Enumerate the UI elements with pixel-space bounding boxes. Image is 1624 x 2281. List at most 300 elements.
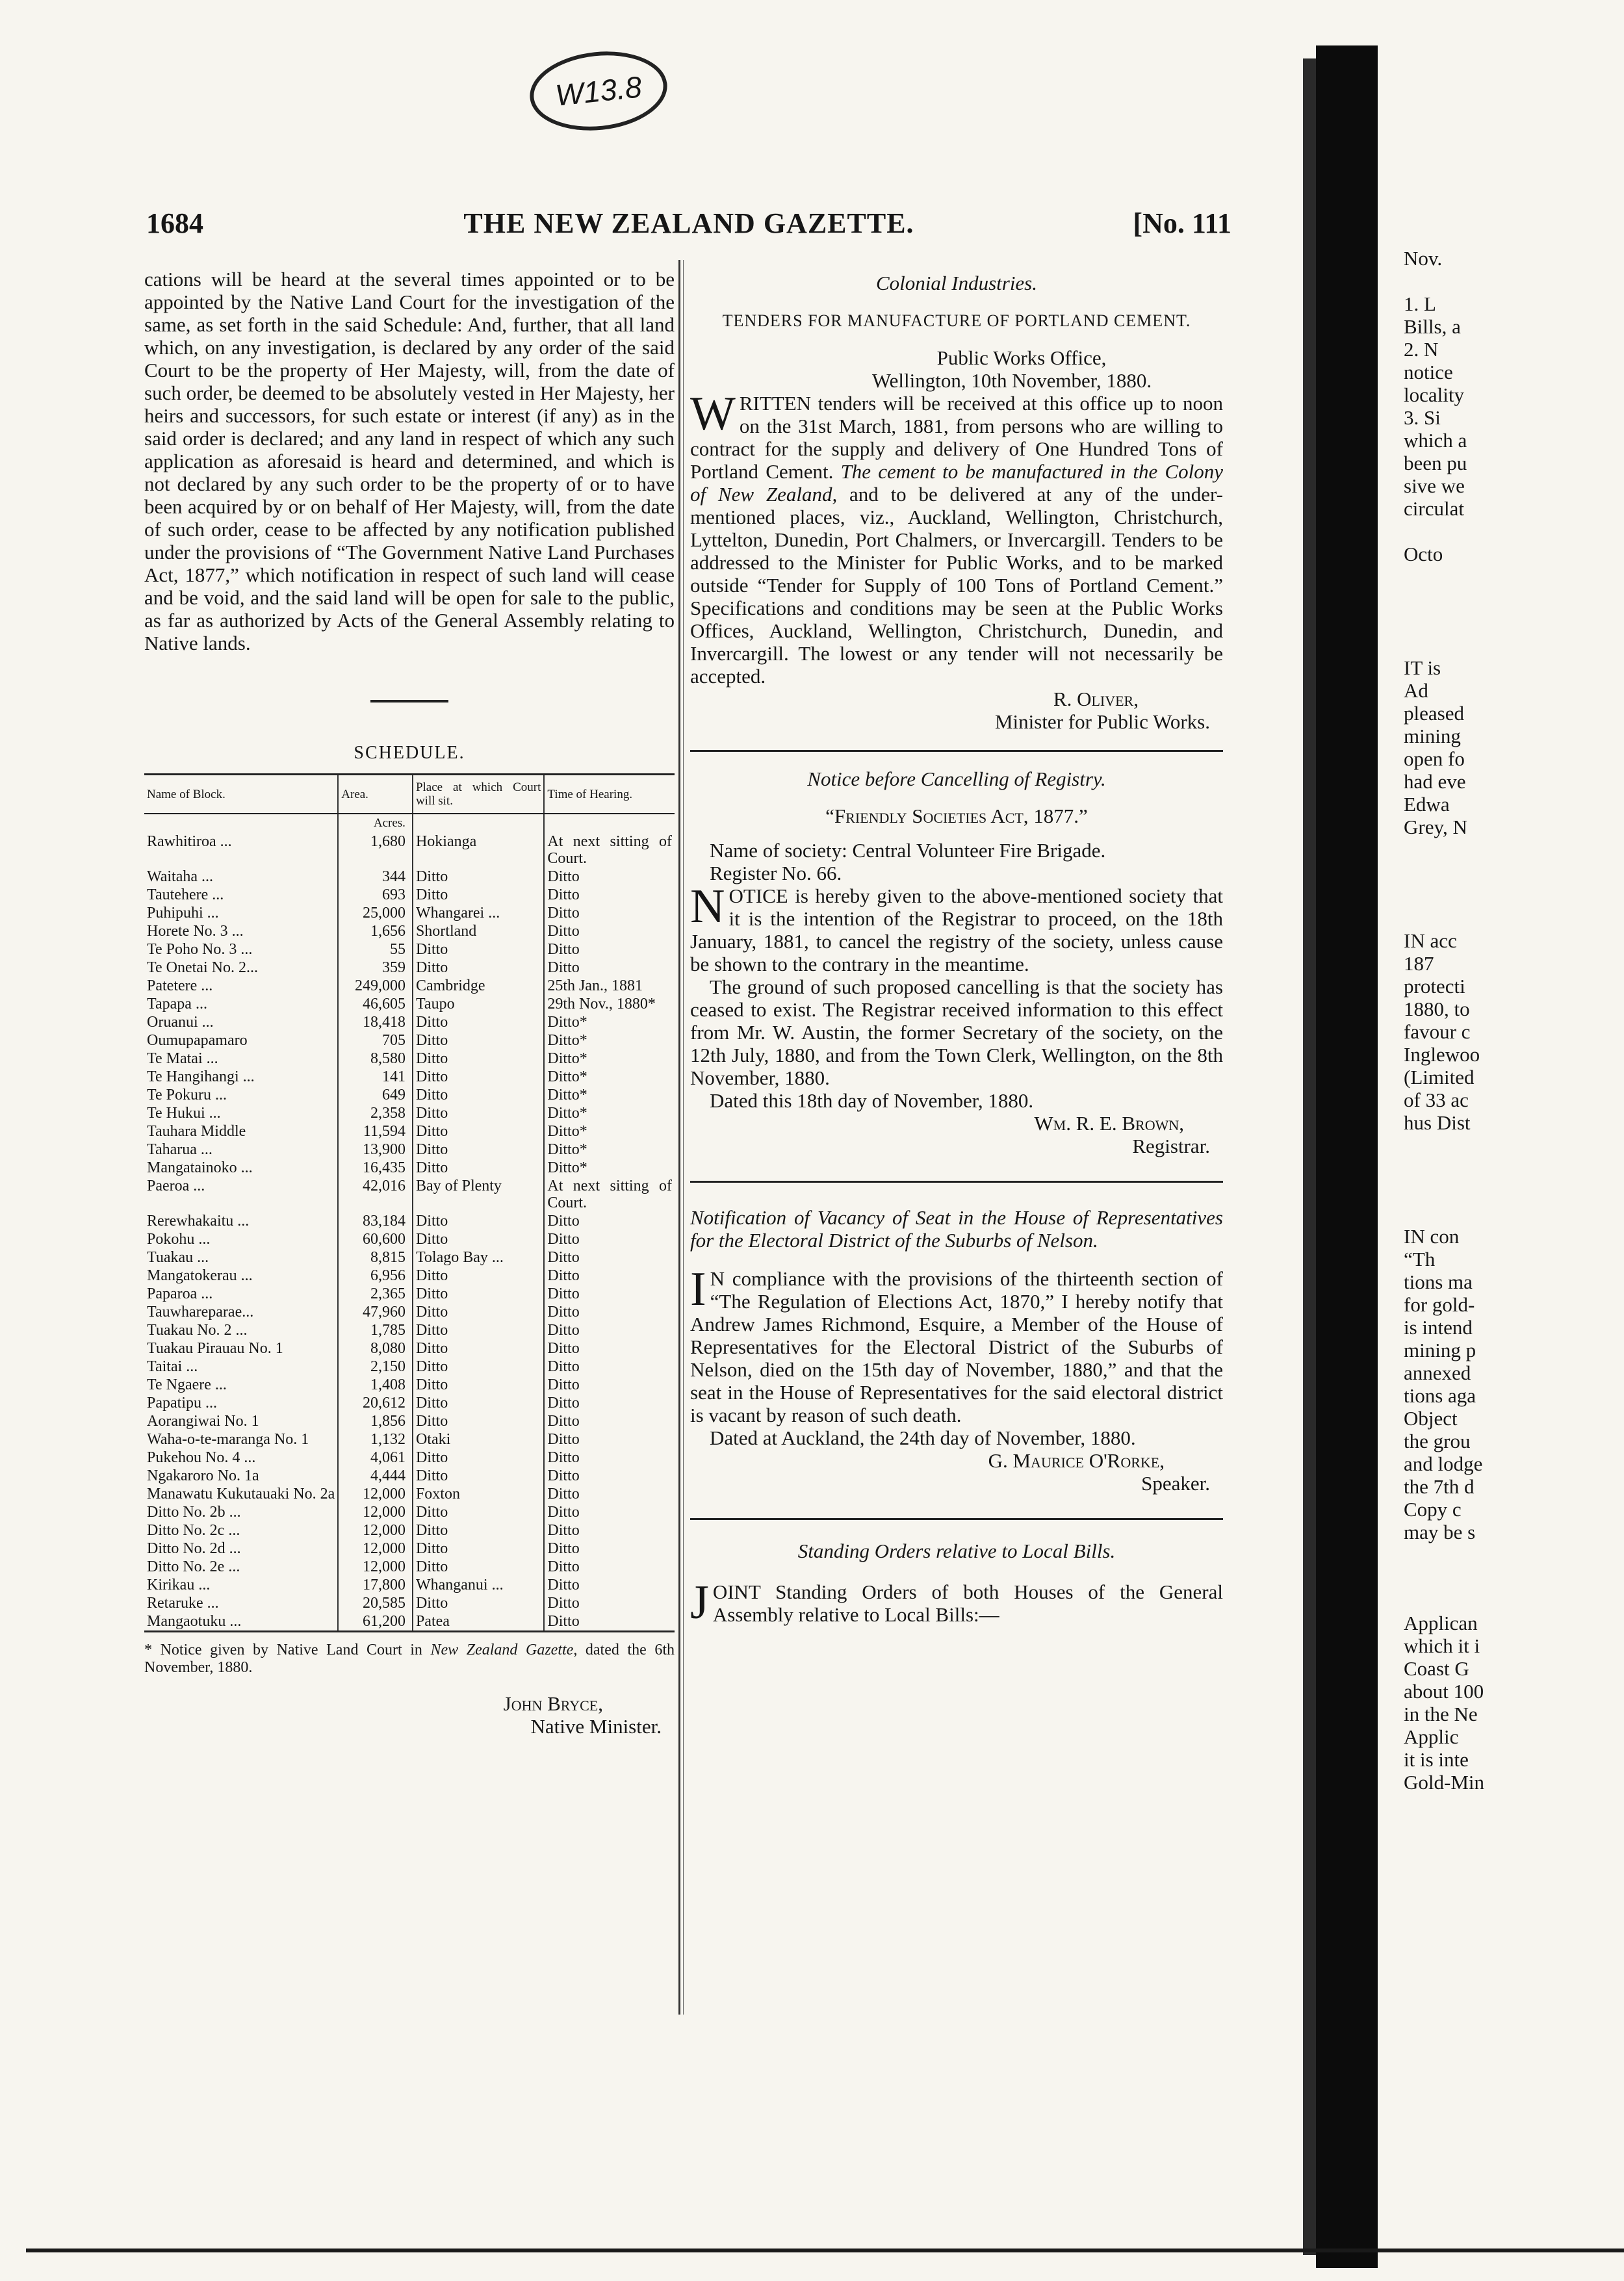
- hearing-time: Ditto: [544, 1248, 675, 1267]
- next-page-line: [1404, 861, 1624, 884]
- signatory-title: Native Minister.: [530, 1715, 662, 1738]
- tender-paragraph: [690, 387, 1223, 688]
- schedule-row: [144, 886, 675, 904]
- next-page-line: [1404, 1566, 1624, 1589]
- tender-office: Public Works Office,: [936, 346, 1107, 369]
- block-name: Oruanui ...: [147, 1014, 214, 1031]
- block-area: 2,358: [338, 1104, 413, 1122]
- notice-heading-registry: Notice before Cancelling of Registry.: [807, 767, 1106, 790]
- court-place: Ditto: [413, 1376, 544, 1394]
- page-header: [146, 207, 1231, 246]
- schedule-row: [144, 1376, 675, 1394]
- court-place: Ditto: [413, 1104, 544, 1122]
- next-page-line: Nov.: [1404, 247, 1443, 270]
- court-place: Ditto: [413, 1339, 544, 1358]
- section-rule: [690, 750, 1223, 752]
- next-page-line: 187: [1404, 952, 1434, 975]
- next-page-line: sive we: [1404, 474, 1465, 497]
- next-page-line: Applican: [1404, 1612, 1478, 1634]
- hearing-time: Ditto*: [544, 1104, 675, 1122]
- next-page-line: [1404, 1202, 1624, 1225]
- block-name: Taitai ...: [147, 1358, 198, 1375]
- next-page-line: [1404, 1134, 1624, 1157]
- block-name: Waitaha ...: [147, 868, 214, 885]
- court-place: Ditto: [413, 886, 544, 904]
- hearing-time: Ditto*: [544, 1140, 675, 1159]
- continued-paragraph: cations will be heard at the several times appointed or to be appointed by the Native Land Court for the investigation of the same, as set forth in the said Schedule: And, further, that all land which, on any investigation, is declared by any order of the said Court to be the property of Her Majesty, will, from the date of such order, be deemed to be absolutely vested in Her Majesty, her heirs and successors, for such estate or interest (if any) as in the said order is declared; and any land in respect of which any such application as aforesaid is heard and determined, and which is not declared by any such order to be the property of or to have been acquired by or on behalf of Her Majesty, will, from the date of such order, cease to be affected by any notification published under the provisions of “The Government Native Land Purchases Act, 1877,” which notification in respect of such land will cease and be void, and the said land will be open for sale to the public, as far as authorized by Acts of the General Assembly relating to Native lands.: [144, 268, 675, 654]
- tender-text-italic: The cement to be manufactured in the Colony of New Zealand,: [690, 460, 1223, 506]
- notice-heading-local-bills: Standing Orders relative to Local Bills.: [797, 1540, 1116, 1562]
- hearing-time: Ditto: [544, 959, 675, 977]
- court-place: Shortland: [413, 922, 544, 940]
- court-place: Taupo: [413, 995, 544, 1013]
- block-area: 344: [338, 868, 413, 886]
- next-page-line: mining p: [1404, 1339, 1476, 1361]
- block-area: 649: [338, 1086, 413, 1104]
- schedule-row: [144, 1576, 675, 1594]
- hearing-time: Ditto: [544, 1558, 675, 1576]
- court-place: Ditto: [413, 1086, 544, 1104]
- schedule-row: [144, 1050, 675, 1068]
- next-page-line: pleased: [1404, 702, 1464, 725]
- court-place: Otaki: [413, 1430, 544, 1449]
- schedule-row: [144, 1540, 675, 1558]
- block-area: 83,184: [338, 1212, 413, 1230]
- court-place: Ditto: [413, 1140, 544, 1159]
- block-area: 47,960: [338, 1303, 413, 1321]
- block-name: Horete No. 3 ...: [147, 923, 244, 940]
- block-name: Tauhara Middle: [147, 1123, 246, 1140]
- block-name: Tautehere ...: [147, 886, 224, 903]
- schedule-row: [144, 1267, 675, 1285]
- block-area: 8,580: [338, 1050, 413, 1068]
- schedule-row: [144, 1122, 675, 1140]
- archive-stamp: [526, 45, 671, 137]
- block-name: Oumupapamaro: [147, 1032, 248, 1049]
- next-page-line: [1404, 611, 1624, 634]
- schedule-row: [144, 1013, 675, 1031]
- next-page-fragment: [1404, 247, 1624, 1794]
- block-area: 705: [338, 1031, 413, 1050]
- next-page-line: [1404, 907, 1624, 929]
- next-page-line: for gold-: [1404, 1293, 1475, 1316]
- court-place: Hokianga: [413, 832, 544, 868]
- block-name: Te Matai ...: [147, 1050, 218, 1067]
- hearing-time: Ditto: [544, 1412, 675, 1430]
- next-page-line: “Th: [1404, 1248, 1436, 1270]
- block-name: Paeroa ...: [147, 1178, 205, 1194]
- schedule-row: [144, 1503, 675, 1521]
- block-area: 17,800: [338, 1576, 413, 1594]
- block-area: 46,605: [338, 995, 413, 1013]
- society-name: Name of society: Central Volunteer Fire Brigade.: [710, 839, 1106, 862]
- next-page-line: circulat: [1404, 497, 1464, 520]
- court-place: Ditto: [413, 959, 544, 977]
- block-area: 11,594: [338, 1122, 413, 1140]
- block-name: Te Hangihangi ...: [147, 1068, 255, 1085]
- schedule-row: [144, 1339, 675, 1358]
- footnote-text-c: , dated the 6th November, 1880.: [144, 1642, 675, 1676]
- next-page-line: annexed: [1404, 1361, 1471, 1384]
- next-page-line: (Limited: [1404, 1066, 1475, 1089]
- section-rule: [690, 1518, 1223, 1520]
- page-number: 1684: [146, 207, 203, 239]
- registry-signatory-title: Registrar.: [1132, 1135, 1210, 1157]
- next-page-line: Edwa: [1404, 793, 1450, 816]
- block-name: Ditto No. 2e ...: [147, 1558, 240, 1575]
- hearing-time: Ditto: [544, 1285, 675, 1303]
- schedule-row: [144, 1449, 675, 1467]
- court-place: Ditto: [413, 1540, 544, 1558]
- hearing-time: Ditto: [544, 1612, 675, 1632]
- next-page-line: the 7th d: [1404, 1475, 1475, 1498]
- next-page-line: Coast G: [1404, 1657, 1469, 1680]
- next-page-line: of 33 ac: [1404, 1089, 1469, 1111]
- schedule-row: [144, 1394, 675, 1412]
- block-area: 1,132: [338, 1430, 413, 1449]
- block-name: Taharua ...: [147, 1141, 213, 1158]
- block-name: Pokohu ...: [147, 1231, 211, 1248]
- tender-signatory-title: Minister for Public Works.: [994, 710, 1210, 733]
- schedule-row: [144, 1467, 675, 1485]
- court-place: Ditto: [413, 1285, 544, 1303]
- court-place: Ditto: [413, 1031, 544, 1050]
- block-area: 12,000: [338, 1485, 413, 1503]
- next-page-line: [1404, 270, 1624, 292]
- next-page-line: 2. N: [1404, 338, 1439, 361]
- block-area: 25,000: [338, 904, 413, 922]
- area-unit: Acres.: [338, 814, 413, 832]
- schedule-row: [144, 1086, 675, 1104]
- hearing-time: Ditto*: [544, 1068, 675, 1086]
- next-page-line: Gold-Min: [1404, 1771, 1484, 1794]
- block-name: Aorangiwai No. 1: [147, 1413, 259, 1430]
- next-page-line: Object: [1404, 1407, 1458, 1430]
- schedule-row: [144, 1612, 675, 1632]
- hearing-time: Ditto*: [544, 1159, 675, 1177]
- schedule-row: [144, 1412, 675, 1430]
- block-name: Tuakau Pirauau No. 1: [147, 1340, 283, 1357]
- block-area: 141: [338, 1068, 413, 1086]
- schedule-body: [144, 814, 675, 1632]
- hearing-time: Ditto: [544, 1594, 675, 1612]
- court-place: Ditto: [413, 1594, 544, 1612]
- court-place: Tolago Bay ...: [413, 1248, 544, 1267]
- block-name: Papatipu ...: [147, 1395, 217, 1411]
- next-page-line: which it i: [1404, 1634, 1480, 1657]
- next-page-line: [1404, 1589, 1624, 1612]
- block-area: 42,016: [338, 1177, 413, 1212]
- next-page-line: the grou: [1404, 1430, 1471, 1452]
- court-place: Ditto: [413, 1558, 544, 1576]
- drop-cap-n: N: [690, 880, 725, 933]
- block-area: 1,680: [338, 832, 413, 868]
- block-name: Mangaotuku ...: [144, 1612, 338, 1632]
- schedule-row: [144, 868, 675, 886]
- block-area: 249,000: [338, 977, 413, 995]
- hearing-time: Ditto: [544, 1303, 675, 1321]
- hearing-time: Ditto: [544, 1430, 675, 1449]
- gazette-title: THE NEW ZEALAND GAZETTE.: [463, 207, 914, 239]
- block-area: 20,585: [338, 1594, 413, 1612]
- block-name: Tuakau ...: [147, 1249, 209, 1266]
- hearing-time: At next sitting of Court.: [544, 1177, 675, 1212]
- block-name: Te Pokuru ...: [147, 1087, 227, 1103]
- block-area: 2,150: [338, 1358, 413, 1376]
- hearing-time: 25th Jan., 1881: [544, 977, 675, 995]
- hearing-time: Ditto*: [544, 1013, 675, 1031]
- footnote-gazette: New Zealand Gazette: [430, 1642, 574, 1658]
- block-area: 359: [338, 959, 413, 977]
- col-header-area: Area.: [338, 775, 413, 814]
- schedule-row: [144, 1212, 675, 1230]
- court-place: Ditto: [413, 1013, 544, 1031]
- registry-paragraph-1: [690, 880, 1223, 975]
- next-page-line: [1404, 1157, 1624, 1179]
- next-page-line: [1404, 588, 1624, 611]
- next-page-line: IN acc: [1404, 929, 1457, 952]
- signatory-name: John Bryce,: [503, 1692, 603, 1715]
- schedule-row: [144, 940, 675, 959]
- next-page-line: had eve: [1404, 770, 1466, 793]
- hearing-time: Ditto: [544, 886, 675, 904]
- block-name: Tuakau No. 2 ...: [147, 1322, 248, 1339]
- hearing-time: Ditto: [544, 1503, 675, 1521]
- tender-title: TENDERS FOR MANUFACTURE OF PORTLAND CEMENT.: [722, 311, 1191, 330]
- schedule-row: [144, 1303, 675, 1321]
- block-name: Ditto No. 2c ...: [147, 1522, 240, 1539]
- tender-text-a: RITTEN tenders will be received at this office up to noon on the 31st March, 1881, from persons who are willing to contract for the supply and delivery of One Hundred Tons of Portland Cement.: [690, 392, 1223, 483]
- next-page-line: 1880, to: [1404, 998, 1470, 1020]
- block-area: 12,000: [338, 1503, 413, 1521]
- block-area: 1,656: [338, 922, 413, 940]
- court-place: Ditto: [413, 1212, 544, 1230]
- next-page-line: [1404, 634, 1624, 656]
- block-name: Pukehou No. 4 ...: [147, 1449, 256, 1466]
- next-page-line: open fo: [1404, 747, 1465, 770]
- schedule-row: [144, 1104, 675, 1122]
- block-name: Ngakaroro No. 1a: [147, 1467, 259, 1484]
- hearing-time: Ditto: [544, 1576, 675, 1594]
- local-bills-paragraph: [690, 1576, 1223, 1629]
- hearing-time: Ditto*: [544, 1031, 675, 1050]
- block-name: Patetere ...: [147, 977, 213, 994]
- schedule-row: [144, 1031, 675, 1050]
- hearing-time: Ditto: [544, 1212, 675, 1230]
- next-page-line: [1404, 884, 1624, 907]
- vacancy-dated: Dated at Auckland, the 24th day of November, 1880.: [710, 1426, 1136, 1449]
- bottom-edge-line: [26, 2249, 1624, 2252]
- next-page-line: Applic: [1404, 1725, 1459, 1748]
- block-area: 8,815: [338, 1248, 413, 1267]
- schedule-row: [144, 1285, 675, 1303]
- next-page-line: 1. L: [1404, 292, 1436, 315]
- block-area: 1,785: [338, 1321, 413, 1339]
- next-page-line: Copy c: [1404, 1498, 1462, 1521]
- next-page-line: is intend: [1404, 1316, 1473, 1339]
- court-place: Ditto: [413, 1267, 544, 1285]
- schedule-row: [144, 1594, 675, 1612]
- schedule-row: [144, 1248, 675, 1267]
- schedule-row: [144, 1177, 675, 1212]
- hearing-time: Ditto: [544, 868, 675, 886]
- block-area: 12,000: [338, 1540, 413, 1558]
- block-area: 16,435: [338, 1159, 413, 1177]
- block-area: 20,612: [338, 1394, 413, 1412]
- court-place: Cambridge: [413, 977, 544, 995]
- hearing-time: Ditto*: [544, 1086, 675, 1104]
- next-page-line: favour c: [1404, 1020, 1471, 1043]
- issue-number: [No. 111: [1133, 207, 1231, 239]
- schedule-table: [144, 773, 675, 1632]
- hearing-time: Ditto: [544, 1485, 675, 1503]
- block-area: 2,365: [338, 1285, 413, 1303]
- drop-cap-i: I: [690, 1263, 706, 1316]
- schedule-row: [144, 1159, 675, 1177]
- tender-date: Wellington, 10th November, 1880.: [871, 369, 1152, 392]
- tender-signatory-name: R. Oliver,: [1053, 688, 1139, 710]
- block-name: Rawhitiroa ...: [147, 833, 232, 850]
- next-page-line: in the Ne: [1404, 1703, 1478, 1725]
- hearing-time: Ditto: [544, 904, 675, 922]
- court-place: Ditto: [413, 1321, 544, 1339]
- hearing-time: Ditto: [544, 1321, 675, 1339]
- next-page-line: 3. Si: [1404, 406, 1441, 429]
- block-area: 4,061: [338, 1449, 413, 1467]
- tender-text-b: and to be delivered at any of the under-mentioned places, viz., Auckland, Wellington, Christchurch, Lyttelton, Dunedin, Port Chalmers, or Invercargill. Tenders to be addressed to the Minister for Public Works, and to be marked outside “Tender for Supply of 100 Tons of Portland Cement.” Specifications and conditions may be seen at the Public Works Offices, Auckland, Wellington, Christchurch, Dunedin, and Invercargill. The lowest or any tender will not necessarily be accepted.: [690, 483, 1223, 688]
- court-place: Ditto: [413, 1412, 544, 1430]
- registry-signatory-name: Wm. R. E. Brown,: [1034, 1112, 1184, 1135]
- hearing-time: Ditto: [544, 1358, 675, 1376]
- court-place: Ditto: [413, 1159, 544, 1177]
- next-page-line: mining: [1404, 725, 1461, 747]
- next-page-line: Inglewoo: [1404, 1043, 1480, 1066]
- block-area: 18,418: [338, 1013, 413, 1031]
- block-name: Mangatokerau ...: [147, 1267, 253, 1284]
- col-header-time: Time of Hearing.: [544, 775, 675, 814]
- court-place: Whanganui ...: [413, 1576, 544, 1594]
- hearing-time: Ditto: [544, 1540, 675, 1558]
- hearing-time: Ditto*: [544, 1122, 675, 1140]
- next-page-line: protecti: [1404, 975, 1465, 998]
- hearing-time: Ditto: [544, 1376, 675, 1394]
- hearing-time: Ditto: [544, 1339, 675, 1358]
- registry-text-1: OTICE is hereby given to the above-mentioned society that it is the intention of the Registrar to proceed, on the 18th January, 1881, to cancel the registry of the society, unless cause be shown to the contrary in the meantime.: [690, 884, 1223, 975]
- hearing-time: Ditto: [544, 1394, 675, 1412]
- block-name: Kirikau ...: [147, 1577, 211, 1593]
- block-area: 61,200: [338, 1612, 413, 1632]
- next-page-line: about 100: [1404, 1680, 1484, 1703]
- block-area: 55: [338, 940, 413, 959]
- next-page-line: IT is: [1404, 656, 1441, 679]
- drop-cap-j: J: [690, 1576, 709, 1629]
- block-area: 1,408: [338, 1376, 413, 1394]
- col-header-name: Name of Block.: [144, 775, 338, 814]
- schedule-row: [144, 1358, 675, 1376]
- court-place: Ditto: [413, 1521, 544, 1540]
- stamp-label: W13.8: [554, 70, 643, 112]
- vacancy-signatory-title: Speaker.: [1141, 1472, 1210, 1495]
- next-page-line: been pu: [1404, 452, 1467, 474]
- left-column: [144, 268, 675, 1738]
- section-separator: [370, 700, 448, 702]
- block-area: 12,000: [338, 1521, 413, 1540]
- next-page-line: IN con: [1404, 1225, 1460, 1248]
- court-place: Ditto: [413, 868, 544, 886]
- footnote-text-a: * Notice given by Native Land Court in: [144, 1642, 431, 1658]
- block-name: Te Poho No. 3 ...: [147, 941, 253, 958]
- hearing-time: 29th Nov., 1880*: [544, 995, 675, 1013]
- block-name: Mangatainoko ...: [147, 1159, 253, 1176]
- col-header-place: Place at which Court will sit.: [413, 775, 544, 814]
- block-area: 693: [338, 886, 413, 904]
- hearing-time: Ditto: [544, 940, 675, 959]
- next-page-line: [1404, 1179, 1624, 1202]
- hearing-time: Ditto: [544, 922, 675, 940]
- notice-heading-colonial: Colonial Industries.: [875, 272, 1037, 294]
- block-area: 13,900: [338, 1140, 413, 1159]
- court-place: Ditto: [413, 1230, 544, 1248]
- schedule-row: [144, 832, 675, 868]
- block-area: 4,444: [338, 1467, 413, 1485]
- block-area: 12,000: [338, 1558, 413, 1576]
- court-place: Ditto: [413, 1394, 544, 1412]
- next-page-line: Ad: [1404, 679, 1428, 702]
- column-divider-inner: [683, 260, 684, 2015]
- court-place: Ditto: [413, 1358, 544, 1376]
- court-place: Ditto: [413, 1050, 544, 1068]
- registry-act: “Friendly Societies Act, 1877.”: [825, 805, 1088, 827]
- schedule-row: [144, 1230, 675, 1248]
- schedule-row: [144, 1140, 675, 1159]
- schedule-row: [144, 922, 675, 940]
- block-name: Paparoa ...: [147, 1285, 213, 1302]
- block-name: Tapapa ...: [147, 996, 207, 1012]
- court-place: Ditto: [413, 1303, 544, 1321]
- schedule-row: [144, 1558, 675, 1576]
- schedule-row: [144, 1430, 675, 1449]
- next-page-line: it is inte: [1404, 1748, 1469, 1771]
- vacancy-text: N compliance with the provisions of the thirteenth section of “The Regulation of Elections Act, 1870,” I hereby notify that Andrew James Richmond, Esquire, a Member of the House of Representatives for the Electoral District of the Suburbs of Nelson, died on the 15th day of November, 1880,” and that the seat in the House of Representatives for the said electoral district is vacant by reason of such death.: [690, 1267, 1223, 1426]
- next-page-line: locality: [1404, 383, 1464, 406]
- vacancy-signatory-name: G. Maurice O'Rorke,: [988, 1449, 1165, 1472]
- court-place: Foxton: [413, 1485, 544, 1503]
- right-column: [690, 268, 1223, 1629]
- society-register: Register No. 66.: [710, 862, 842, 884]
- next-page-line: notice: [1404, 361, 1453, 383]
- block-name: Retaruke ...: [147, 1595, 219, 1612]
- schedule-row: [144, 959, 675, 977]
- next-page-line: which a: [1404, 429, 1467, 452]
- court-place: Ditto: [413, 1122, 544, 1140]
- schedule-row: [144, 904, 675, 922]
- binding-edge: [1316, 45, 1378, 2268]
- schedule-row: [144, 1321, 675, 1339]
- registry-dated: Dated this 18th day of November, 1880.: [710, 1089, 1034, 1112]
- hearing-time: At next sitting of Court.: [544, 832, 675, 868]
- schedule-title: SCHEDULE.: [354, 743, 465, 763]
- court-place: Ditto: [413, 1503, 544, 1521]
- schedule-row: [144, 1068, 675, 1086]
- court-place: Ditto: [413, 1467, 544, 1485]
- column-divider: [678, 260, 680, 2015]
- hearing-time: Ditto: [544, 1521, 675, 1540]
- schedule-row: [144, 1485, 675, 1503]
- block-name: Tauwhareparae...: [147, 1304, 254, 1321]
- hearing-time: Ditto: [544, 1467, 675, 1485]
- hearing-time: Ditto: [544, 1230, 675, 1248]
- schedule-footnote: [144, 1642, 675, 1677]
